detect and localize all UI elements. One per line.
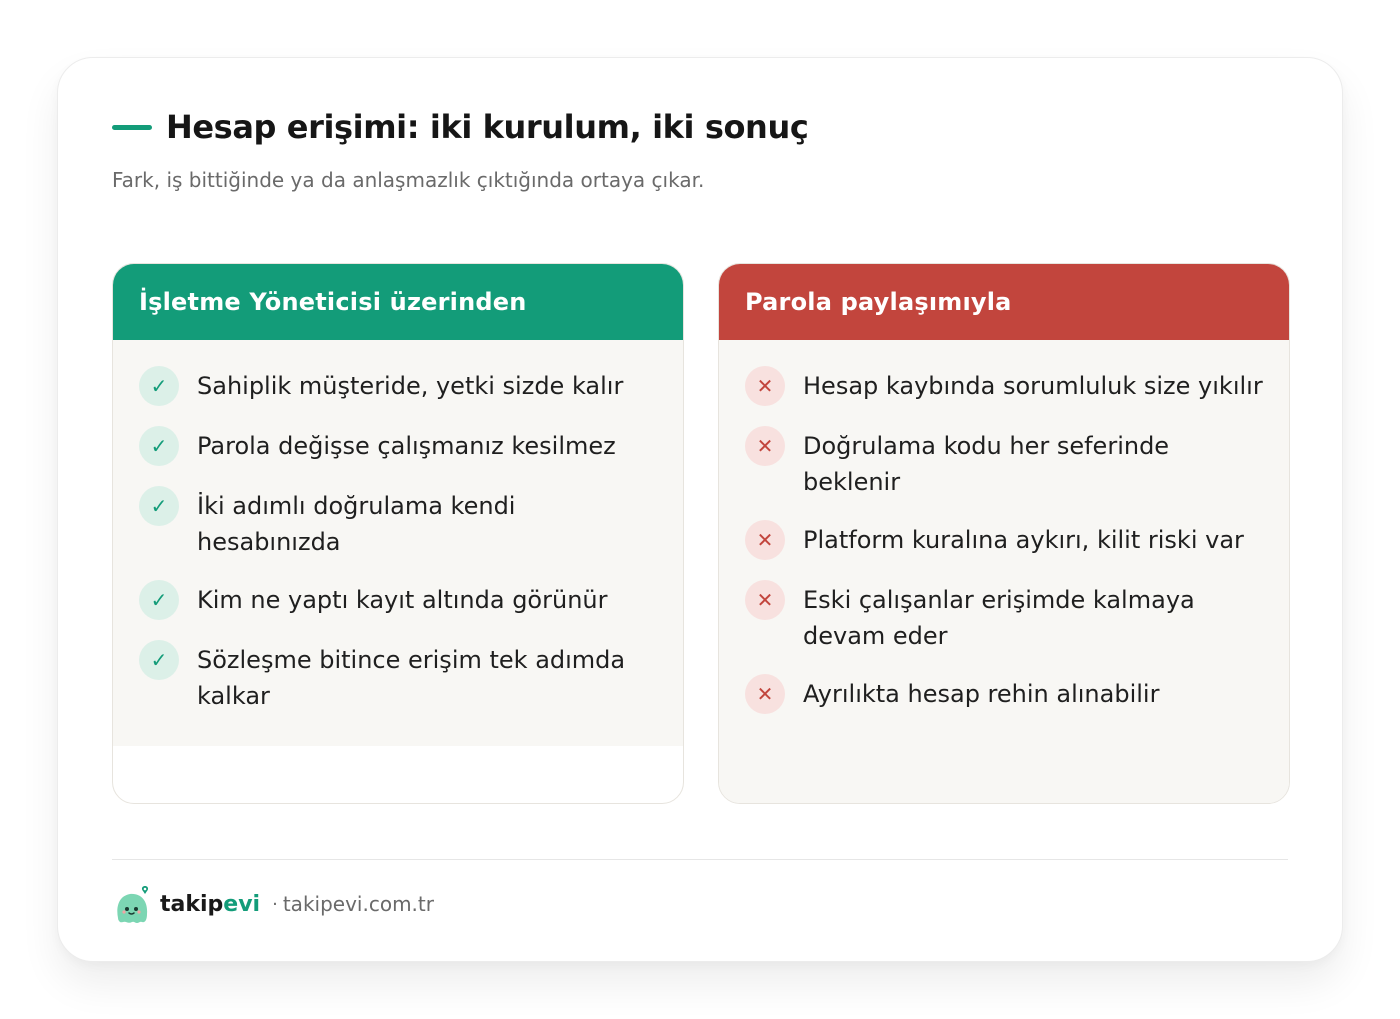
list-item <box>745 580 1271 654</box>
list-item <box>139 580 665 620</box>
brand-name-main: takip <box>160 891 224 917</box>
footer <box>112 882 434 926</box>
check-icon: ✓ <box>139 366 179 406</box>
panel-business-manager <box>112 263 684 804</box>
info-card <box>57 57 1343 962</box>
check-icon: ✓ <box>139 426 179 466</box>
panel-password-sharing-title: Parola paylaşımıyla <box>719 264 1289 340</box>
list-item-text: Ayrılıkta hesap rehin alınabilir <box>803 680 1160 708</box>
list-item <box>139 640 665 714</box>
brand-name <box>160 892 260 917</box>
title-row <box>112 108 808 146</box>
list-item <box>745 674 1271 714</box>
panel-password-sharing <box>718 263 1290 804</box>
list-item <box>139 426 665 466</box>
panel-business-manager-title: İşletme Yöneticisi üzerinden <box>113 264 683 340</box>
cross-icon: ✕ <box>745 426 785 466</box>
list-item-text: Kim ne yaptı kayıt altında görünür <box>197 586 608 614</box>
page-title: Hesap erişimi: iki kurulum, iki sonuç <box>166 108 809 146</box>
cross-icon: ✕ <box>745 674 785 714</box>
footer-divider <box>112 859 1288 860</box>
check-icon: ✓ <box>139 640 179 680</box>
cross-icon: ✕ <box>745 520 785 560</box>
list-item-text: Platform kuralına aykırı, kilit riski var <box>803 526 1244 554</box>
list-item <box>745 520 1271 560</box>
cross-icon: ✕ <box>745 580 785 620</box>
brand-name-accent: evi <box>223 891 261 917</box>
list-item-text: Sözleşme bitince erişim tek adımda kalkar <box>197 646 626 710</box>
ghost-mascot-icon <box>112 882 152 926</box>
list-item-text: Doğrulama kodu her seferinde beklenir <box>803 432 1170 496</box>
cross-icon: ✕ <box>745 366 785 406</box>
list-item <box>139 366 665 406</box>
panel-business-manager-list <box>113 340 683 746</box>
list-item <box>745 426 1271 500</box>
footer-url-link[interactable]: takipevi.com.tr <box>282 892 434 916</box>
list-item-text: İki adımlı doğrulama kendi hesabınızda <box>197 492 516 556</box>
list-item <box>745 366 1271 406</box>
list-item-text: Parola değişse çalışmanız kesilmez <box>197 432 616 460</box>
panel-password-sharing-list <box>719 340 1289 804</box>
check-icon: ✓ <box>139 580 179 620</box>
footer-separator: · <box>272 893 278 915</box>
list-item-text: Sahiplik müşteride, yetki sizde kalır <box>197 372 624 400</box>
list-item-text: Hesap kaybında sorumluluk size yıkılır <box>803 372 1263 400</box>
list-item <box>139 486 665 560</box>
list-item-text: Eski çalışanlar erişimde kalmaya devam eder <box>803 586 1195 650</box>
title-accent-dash <box>112 125 152 130</box>
page-subtitle: Fark, iş bittiğinde ya da anlaşmazlık çıktığında ortaya çıkar. <box>112 168 705 192</box>
check-icon: ✓ <box>139 486 179 526</box>
